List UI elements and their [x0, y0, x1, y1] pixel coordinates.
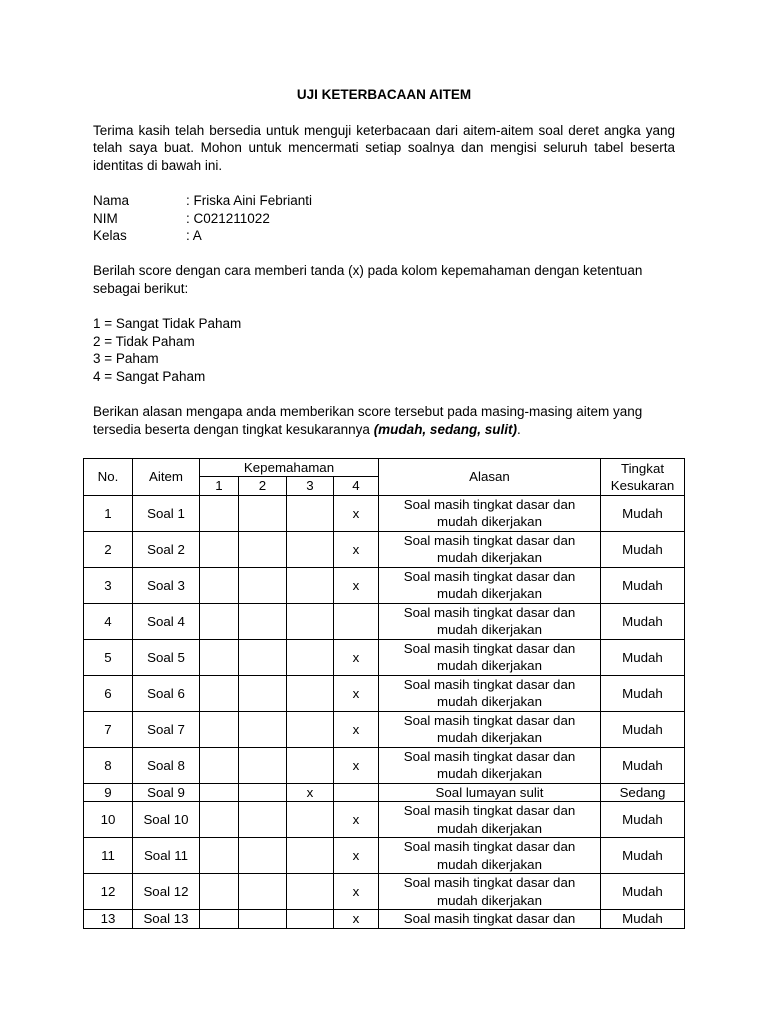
- cell-tingkat: Mudah: [601, 910, 685, 928]
- cell-aitem: Soal 11: [133, 838, 200, 874]
- cell-kepemahaman-4: x: [334, 639, 379, 675]
- cell-kepemahaman-4: x: [334, 567, 379, 603]
- cell-tingkat: Mudah: [601, 874, 685, 910]
- cell-no: 3: [84, 567, 133, 603]
- alasan-line: Soal masih tingkat dasar dan: [403, 803, 576, 819]
- cell-kepemahaman-1: [200, 495, 239, 531]
- cell-kepemahaman-4: x: [334, 675, 379, 711]
- cell-kepemahaman-2: [239, 802, 287, 838]
- table-row: [84, 531, 685, 567]
- cell-kepemahaman-2: [239, 783, 287, 801]
- cell-no: 4: [84, 603, 133, 639]
- reason-emphasis: (mudah, sedang, sulit): [373, 421, 517, 437]
- cell-kepemahaman-2: [239, 838, 287, 874]
- cell-no: 9: [84, 783, 133, 801]
- cell-tingkat: Mudah: [601, 531, 685, 567]
- cell-kepemahaman-1: [200, 531, 239, 567]
- cell-alasan: [379, 874, 601, 910]
- header-kesukaran-line: Kesukaran: [610, 477, 675, 493]
- alasan-line: mudah dikerjakan: [437, 856, 542, 872]
- table-row: [84, 603, 685, 639]
- cell-aitem: Soal 8: [133, 747, 200, 783]
- cell-tingkat: Mudah: [601, 639, 685, 675]
- cell-kepemahaman-1: [200, 874, 239, 910]
- header-level-2: 2: [239, 477, 287, 495]
- cell-kepemahaman-1: [200, 838, 239, 874]
- cell-no: 2: [84, 531, 133, 567]
- cell-aitem: Soal 7: [133, 711, 200, 747]
- alasan-line: Soal lumayan sulit: [435, 784, 544, 800]
- alasan-line: mudah dikerjakan: [437, 514, 542, 530]
- reason-instruction: [93, 403, 675, 438]
- cell-kepemahaman-3: [287, 639, 334, 675]
- cell-kepemahaman-1: [200, 711, 239, 747]
- cell-kepemahaman-3: [287, 838, 334, 874]
- cell-alasan: [379, 531, 601, 567]
- table-header-row: [84, 459, 685, 477]
- alasan-line: Soal masih tingkat dasar dan: [403, 568, 576, 584]
- header-kepemahaman: Kepemahaman: [200, 459, 379, 477]
- cell-kepemahaman-4: x: [334, 531, 379, 567]
- header-level-1: 1: [200, 477, 239, 495]
- cell-kepemahaman-1: [200, 747, 239, 783]
- header-tingkat-line: Tingkat: [620, 460, 665, 476]
- alasan-line: mudah dikerjakan: [437, 820, 542, 836]
- header-level-3: 3: [287, 477, 334, 495]
- cell-kepemahaman-2: [239, 495, 287, 531]
- identity-value: : Friska Aini Febrianti: [186, 192, 313, 208]
- cell-kepemahaman-2: [239, 639, 287, 675]
- cell-no: 7: [84, 711, 133, 747]
- scale-item: 1 = Sangat Tidak Paham: [93, 316, 242, 332]
- cell-kepemahaman-4: [334, 783, 379, 801]
- cell-alasan: [379, 783, 601, 801]
- cell-kepemahaman-3: [287, 874, 334, 910]
- alasan-line: Soal masih tingkat dasar dan: [403, 875, 576, 891]
- cell-kepemahaman-4: [334, 603, 379, 639]
- cell-no: 11: [84, 838, 133, 874]
- alasan-line: mudah dikerjakan: [437, 622, 542, 638]
- intro-paragraph: Terima kasih telah bersedia untuk menguji keterbacaan dari aitem-aitem soal deret angka yang telah saya buat. Mohon untuk mencermati setiap soalnya dan mengisi seluruh tabel beserta identitas di bawah ini.: [93, 122, 675, 173]
- cell-alasan: [379, 603, 601, 639]
- table-row: [84, 802, 685, 838]
- cell-aitem: Soal 6: [133, 675, 200, 711]
- cell-kepemahaman-1: [200, 603, 239, 639]
- cell-kepemahaman-1: [200, 675, 239, 711]
- cell-kepemahaman-2: [239, 531, 287, 567]
- alasan-line: mudah dikerjakan: [437, 658, 542, 674]
- identity-value: : A: [186, 228, 202, 244]
- reason-end: .: [516, 421, 521, 437]
- cell-aitem: Soal 2: [133, 531, 200, 567]
- cell-kepemahaman-4: x: [334, 802, 379, 838]
- cell-tingkat: Mudah: [601, 747, 685, 783]
- table-row: [84, 711, 685, 747]
- cell-kepemahaman-4: x: [334, 874, 379, 910]
- scale-item: 3 = Paham: [93, 351, 159, 367]
- cell-aitem: Soal 12: [133, 874, 200, 910]
- document-page: [93, 86, 675, 438]
- cell-kepemahaman-4: x: [334, 910, 379, 928]
- cell-kepemahaman-3: [287, 802, 334, 838]
- cell-no: 6: [84, 675, 133, 711]
- identity-block: [93, 192, 675, 245]
- cell-kepemahaman-2: [239, 711, 287, 747]
- cell-kepemahaman-3: [287, 910, 334, 928]
- cell-kepemahaman-4: x: [334, 838, 379, 874]
- cell-kepemahaman-3: x: [287, 783, 334, 801]
- cell-tingkat: Mudah: [601, 838, 685, 874]
- cell-alasan: [379, 639, 601, 675]
- table-row: [84, 874, 685, 910]
- cell-kepemahaman-1: [200, 802, 239, 838]
- table-row: [84, 910, 685, 928]
- alasan-line: Soal masih tingkat dasar dan: [403, 911, 576, 927]
- cell-tingkat: Mudah: [601, 603, 685, 639]
- cell-kepemahaman-3: [287, 675, 334, 711]
- reason-instruction-text: Berikan alasan mengapa anda memberikan score tersebut pada masing-masing aitem yang tersedia beserta dengan tingkat kesukarannya: [93, 404, 643, 437]
- cell-aitem: Soal 5: [133, 639, 200, 675]
- cell-kepemahaman-2: [239, 874, 287, 910]
- cell-alasan: [379, 802, 601, 838]
- cell-tingkat: Sedang: [601, 783, 685, 801]
- table-row: [84, 783, 685, 801]
- scale-item: 4 = Sangat Paham: [93, 368, 206, 384]
- cell-no: 1: [84, 495, 133, 531]
- cell-kepemahaman-4: x: [334, 747, 379, 783]
- cell-no: 5: [84, 639, 133, 675]
- alasan-line: Soal masih tingkat dasar dan: [403, 839, 576, 855]
- alasan-line: mudah dikerjakan: [437, 550, 542, 566]
- score-scale: [93, 315, 675, 385]
- cell-kepemahaman-1: [200, 910, 239, 928]
- alasan-line: Soal masih tingkat dasar dan: [403, 712, 576, 728]
- header-level-4: 4: [334, 477, 379, 495]
- cell-kepemahaman-3: [287, 567, 334, 603]
- identity-value: : C021211022: [186, 210, 270, 226]
- identity-label: Kelas: [93, 228, 127, 244]
- alasan-line: mudah dikerjakan: [437, 766, 542, 782]
- cell-kepemahaman-3: [287, 495, 334, 531]
- score-instruction: Berilah score dengan cara memberi tanda (x) pada kolom kepemahaman dengan ketentuan sebagai berikut:: [93, 263, 643, 296]
- header-tingkat-kesukaran: [601, 459, 685, 496]
- cell-alasan: [379, 747, 601, 783]
- document-title: UJI KETERBACAAN AITEM: [296, 87, 472, 102]
- cell-no: 12: [84, 874, 133, 910]
- cell-kepemahaman-2: [239, 910, 287, 928]
- table-row: [84, 838, 685, 874]
- identity-row-nama: [93, 192, 675, 210]
- header-aitem: Aitem: [133, 459, 200, 496]
- identity-label: NIM: [93, 210, 118, 226]
- cell-tingkat: Mudah: [601, 675, 685, 711]
- header-alasan: Alasan: [379, 459, 601, 496]
- cell-alasan: [379, 567, 601, 603]
- cell-kepemahaman-3: [287, 531, 334, 567]
- cell-aitem: Soal 3: [133, 567, 200, 603]
- cell-kepemahaman-2: [239, 747, 287, 783]
- table-row: [84, 495, 685, 531]
- cell-aitem: Soal 1: [133, 495, 200, 531]
- table-row: [84, 675, 685, 711]
- cell-no: 8: [84, 747, 133, 783]
- alasan-line: Soal masih tingkat dasar dan: [403, 676, 576, 692]
- identity-label: Nama: [93, 192, 130, 208]
- alasan-line: mudah dikerjakan: [437, 730, 542, 746]
- cell-tingkat: Mudah: [601, 711, 685, 747]
- cell-kepemahaman-4: x: [334, 711, 379, 747]
- table-row: [84, 567, 685, 603]
- cell-aitem: Soal 13: [133, 910, 200, 928]
- cell-kepemahaman-3: [287, 747, 334, 783]
- cell-alasan: [379, 838, 601, 874]
- cell-aitem: Soal 4: [133, 603, 200, 639]
- cell-alasan: [379, 910, 601, 928]
- alasan-line: Soal masih tingkat dasar dan: [403, 748, 576, 764]
- alasan-line: Soal masih tingkat dasar dan: [403, 604, 576, 620]
- scale-item: 2 = Tidak Paham: [93, 333, 195, 349]
- cell-tingkat: Mudah: [601, 495, 685, 531]
- table-row: [84, 747, 685, 783]
- cell-kepemahaman-2: [239, 675, 287, 711]
- identity-row-nim: [93, 210, 675, 228]
- cell-kepemahaman-1: [200, 639, 239, 675]
- cell-kepemahaman-2: [239, 603, 287, 639]
- cell-kepemahaman-3: [287, 711, 334, 747]
- cell-kepemahaman-2: [239, 567, 287, 603]
- cell-kepemahaman-3: [287, 603, 334, 639]
- alasan-line: Soal masih tingkat dasar dan: [403, 532, 576, 548]
- header-no: No.: [84, 459, 133, 496]
- cell-kepemahaman-4: x: [334, 495, 379, 531]
- cell-tingkat: Mudah: [601, 802, 685, 838]
- cell-tingkat: Mudah: [601, 567, 685, 603]
- cell-kepemahaman-1: [200, 567, 239, 603]
- alasan-line: mudah dikerjakan: [437, 694, 542, 710]
- assessment-table: [83, 458, 685, 929]
- cell-aitem: Soal 10: [133, 802, 200, 838]
- cell-alasan: [379, 711, 601, 747]
- cell-alasan: [379, 675, 601, 711]
- alasan-line: mudah dikerjakan: [437, 892, 542, 908]
- identity-row-kelas: [93, 227, 675, 245]
- cell-kepemahaman-1: [200, 783, 239, 801]
- cell-no: 10: [84, 802, 133, 838]
- alasan-line: Soal masih tingkat dasar dan: [403, 640, 576, 656]
- cell-aitem: Soal 9: [133, 783, 200, 801]
- cell-alasan: [379, 495, 601, 531]
- cell-no: 13: [84, 910, 133, 928]
- alasan-line: mudah dikerjakan: [437, 586, 542, 602]
- table-row: [84, 639, 685, 675]
- alasan-line: Soal masih tingkat dasar dan: [403, 496, 576, 512]
